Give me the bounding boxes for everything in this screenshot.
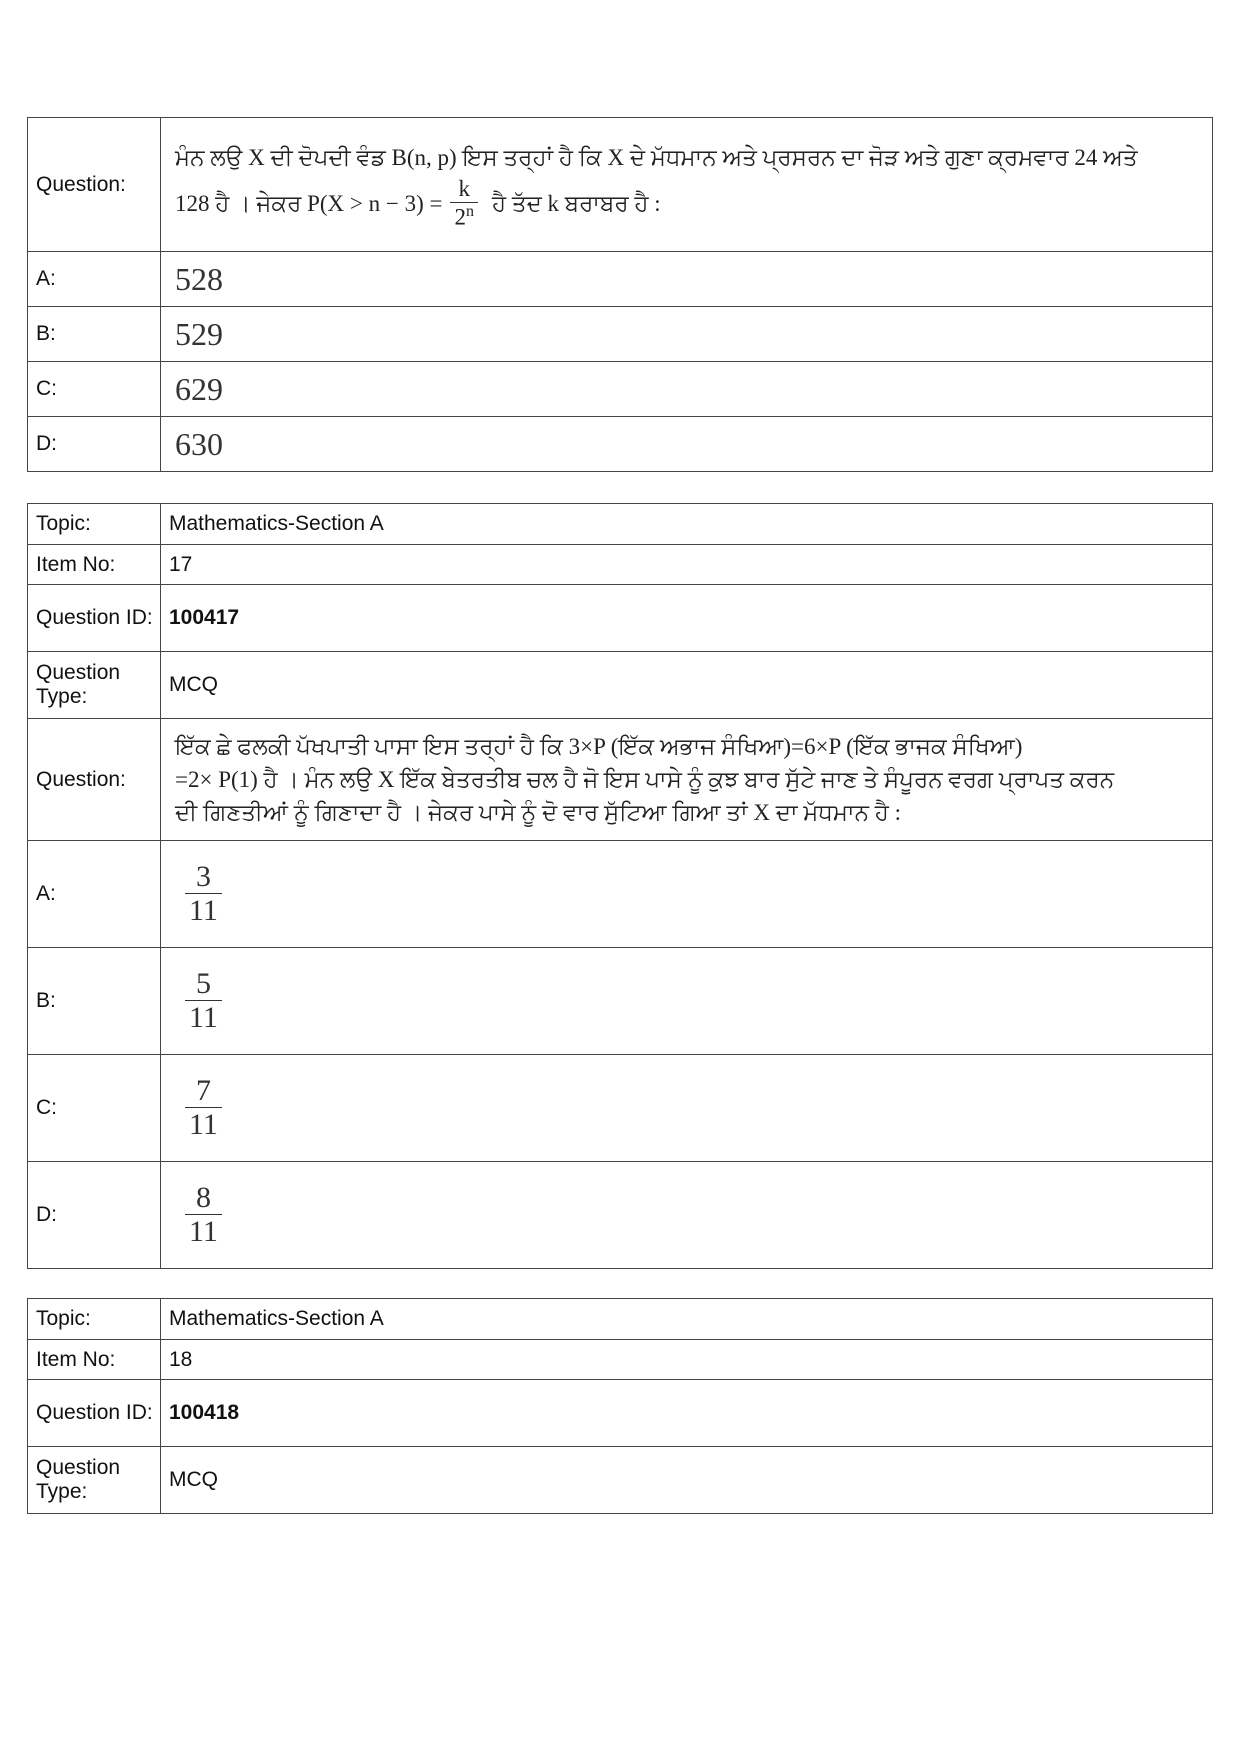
item-17-table [27,503,1213,1269]
option-value: 528 [161,252,1213,307]
k-over-2n-fraction [450,177,478,229]
question-line-2 [175,177,1198,229]
question-row [28,118,1213,252]
question-type-value: MCQ [161,652,1213,719]
topic-value: Mathematics-Section A [161,1299,1213,1340]
question-id-value: 100417 [161,585,1213,652]
question-id-label: Question ID: [28,585,161,652]
item-no-value: 18 [161,1340,1213,1380]
question-id-value: 100418 [161,1380,1213,1447]
fraction-numerator: 5 [195,967,211,1001]
fraction-denominator: 11 [189,893,218,927]
topic-row [28,1299,1213,1340]
question-type-value: MCQ [161,1447,1213,1514]
item-no-label: Item No: [28,1340,161,1380]
denominator-exponent: n [465,202,474,220]
question-label: Question: [28,719,161,841]
fraction-denominator: 11 [189,1107,218,1141]
fraction-denominator [450,203,478,230]
option-fraction-cell [161,948,1213,1055]
option-fraction [185,1075,222,1141]
question-line-3: ਦੀ ਗਿਣਤੀਆਂ ਨੂੰ ਗਿਣਾਦਾ ਹੈ । ਜੇਕਰ ਪਾਸੇ ਨੂੰ ਦੋ ਵਾਰ ਸੁੱਟਿਆ ਗਿਆ ਤਾਂ X ਦਾ ਮੱਧਮਾਨ ਹੈ : [175,800,902,825]
fraction-numerator: 8 [195,1181,211,1215]
option-fraction [185,1182,222,1248]
option-fraction-cell [161,841,1213,948]
topic-value: Mathematics-Section A [161,504,1213,545]
option-fraction-cell [161,1055,1213,1162]
fraction-numerator: k [458,176,470,202]
option-row-c [28,1055,1213,1162]
option-row-d [28,1162,1213,1269]
option-label: D: [28,417,161,472]
option-fraction [185,968,222,1034]
item-no-row [28,1340,1213,1380]
option-row-c [28,362,1213,417]
item-no-value: 17 [161,545,1213,585]
option-label: B: [28,307,161,362]
option-label: A: [28,841,161,948]
option-row-a [28,841,1213,948]
option-label: A: [28,252,161,307]
option-label: C: [28,1055,161,1162]
question-label: Question: [28,118,161,252]
option-value: 629 [161,362,1213,417]
question-text [161,118,1213,252]
fraction-numerator: 7 [195,1074,211,1108]
question-row [28,719,1213,841]
option-label: D: [28,1162,161,1269]
option-fraction [185,861,222,927]
question-id-label: Question ID: [28,1380,161,1447]
question-line-2-pre: 128 ਹੈ । ਜੇਕਰ P(X > n − 3) = [175,190,443,216]
topic-label: Topic: [28,1299,161,1340]
question-16-table [27,117,1213,472]
question-type-label: Question Type: [28,652,161,719]
option-label: B: [28,948,161,1055]
question-line-1: ਮੰਨ ਲਉ X ਦੀ ਦੋਪਦੀ ਵੰਡ B(n, p) ਇਸ ਤਰ੍ਹਾਂ ਹੈ ਕਿ X ਦੇ ਮੱਧਮਾਨ ਅਤੇ ਪ੍ਰਸਰਨ ਦਾ ਜੋੜ ਅਤੇ ਗੁਣਾ ਕ੍ਰਮਵਾਰ 24 ਅਤੇ [175,145,1138,171]
question-type-row [28,1447,1213,1514]
option-row-b [28,948,1213,1055]
option-row-d [28,417,1213,472]
item-no-row [28,545,1213,585]
question-id-row [28,585,1213,652]
fraction-numerator: 3 [195,860,211,894]
option-row-a [28,252,1213,307]
question-text [161,719,1213,841]
item-18-table [27,1298,1213,1514]
topic-label: Topic: [28,504,161,545]
option-fraction-cell [161,1162,1213,1269]
option-value: 529 [161,307,1213,362]
question-line-2-post: ਹੈ ਤੱਦ k ਬਰਾਬਰ ਹੈ : [491,190,661,216]
question-line-2: =2× P(1) ਹੈ । ਮੰਨ ਲਉ X ਇੱਕ ਬੇਤਰਤੀਬ ਚਲ ਹੈ ਜੋ ਇਸ ਪਾਸੇ ਨੂੰ ਕੁਝ ਬਾਰ ਸੁੱਟੇ ਜਾਣ ਤੇ ਸੰਪੂਰਨ ਵਰਗ ਪ੍ਰਾਪਤ ਕਰਨ [175,767,1115,792]
question-line-1: ਇੱਕ ਛੇ ਫਲਕੀ ਪੱਖਪਾਤੀ ਪਾਸਾ ਇਸ ਤਰ੍ਹਾਂ ਹੈ ਕਿ 3×P (ਇੱਕ ਅਭਾਜ ਸੰਖਿਆ)=6×P (ਇੱਕ ਭਾਜਕ ਸੰਖਿਆ) [175,734,1023,759]
question-id-row [28,1380,1213,1447]
question-type-label: Question Type: [28,1447,161,1514]
question-type-row [28,652,1213,719]
option-label: C: [28,362,161,417]
topic-row [28,504,1213,545]
option-row-b [28,307,1213,362]
fraction-denominator: 11 [189,1214,218,1248]
option-value: 630 [161,417,1213,472]
fraction-denominator: 11 [189,1000,218,1034]
item-no-label: Item No: [28,545,161,585]
denominator-base: 2 [454,204,466,230]
